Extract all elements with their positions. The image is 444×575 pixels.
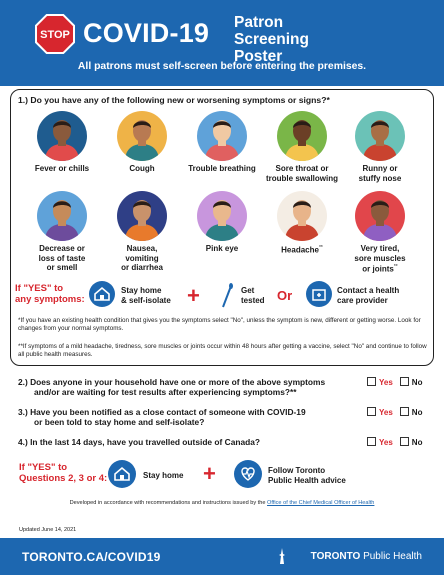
footer-url-link[interactable]: TORONTO.CA/COVID19 — [22, 550, 161, 564]
symptom-label-line: Decrease or — [39, 244, 85, 253]
symptom-label — [180, 164, 264, 174]
sore-throat-person-icon — [277, 111, 327, 161]
symptom-label-line: Nausea, — [126, 244, 158, 253]
symptom-label-line: Runny or — [362, 164, 398, 173]
test-swab-icon — [220, 283, 234, 309]
question-2-no-label: No — [411, 378, 423, 387]
nausea-person-icon — [117, 191, 167, 241]
question-3-line-2: or been told to stay home and self-isolate? — [34, 417, 205, 427]
symptom-1 — [20, 111, 104, 174]
question-2-yes-checkbox[interactable] — [367, 377, 376, 386]
question-3-no-label: No — [411, 408, 423, 417]
symptom-label-line: Headache** — [281, 245, 323, 255]
symptom-10 — [338, 191, 422, 274]
cn-tower-icon — [275, 548, 289, 564]
question-2-answers — [367, 377, 422, 387]
page-subtitle — [234, 14, 354, 65]
question-2-line-2: and/or are waiting for test results after experiencing symptoms?** — [34, 387, 297, 397]
symptom-label — [180, 244, 264, 254]
footnote-existing-condition: *If you have an existing health condition that gives you the symptoms select "No", unless the symptom is new, different or getting worse. Look for changes from your normal symptoms. — [18, 317, 421, 332]
heartbeat-icon — [234, 460, 262, 488]
question-4-no-checkbox[interactable] — [400, 437, 409, 446]
symptom-label-line: Very tired, — [360, 244, 400, 253]
contact-line-1: Contact a health — [337, 286, 400, 295]
get-tested-text — [241, 286, 265, 305]
stay-home-line: Stay home — [121, 286, 162, 295]
question-3 — [18, 407, 306, 427]
symptom-9 — [260, 191, 344, 255]
symptom-label-line: Pink eye — [205, 244, 239, 253]
plus-sign: + — [187, 283, 200, 308]
contact-provider-text — [337, 286, 399, 305]
question-3-no-checkbox[interactable] — [400, 407, 409, 416]
plus-sign-2: + — [203, 461, 216, 486]
footnote-vaccine: **If symptoms of a mild headache, tiredness, sore muscles or joints occur within 48 hours after getting a vaccine, select "No" and continue to follow all public health measures. — [18, 343, 427, 358]
symptom-label — [100, 164, 184, 174]
house-icon — [89, 281, 115, 307]
symptom-label — [260, 164, 344, 183]
question-4-yes-checkbox[interactable] — [367, 437, 376, 446]
if-yes-symptoms-label — [15, 283, 85, 305]
headache-person-icon — [277, 191, 327, 241]
symptom-label-line: loss of taste — [38, 253, 86, 263]
symptom-label-line: or joints** — [362, 264, 398, 274]
question-3-yes-label: Yes — [379, 408, 393, 417]
header-banner — [0, 0, 444, 86]
stay-home-isolate-text — [121, 286, 171, 305]
symptom-label — [20, 164, 104, 174]
question-4 — [18, 437, 260, 447]
symptom-label-line: Trouble breathing — [188, 164, 256, 173]
symptom-label — [260, 244, 344, 255]
symptom-label-line: stuffy nose — [358, 173, 402, 183]
or-text: Or — [277, 288, 293, 303]
question-2-yes-label: Yes — [379, 378, 393, 387]
symptom-4 — [260, 111, 344, 183]
get-line: Get — [241, 286, 255, 295]
subtitle-line-2: Poster — [234, 48, 283, 65]
pink-eye-person-icon — [197, 191, 247, 241]
question-2-no-checkbox[interactable] — [400, 377, 409, 386]
question-1: 1.) Do you have any of the following new or worsening symptoms or signs?* — [18, 95, 330, 105]
question-4-answers — [367, 437, 422, 447]
question-3-answers — [367, 407, 422, 417]
health-provider-icon — [306, 281, 332, 307]
symptom-label-line: vomiting — [125, 253, 159, 263]
breathing-person-icon — [197, 111, 247, 161]
symptom-label — [100, 244, 184, 273]
footer-org-rest: Public Health — [360, 551, 422, 562]
symptom-8 — [180, 191, 264, 254]
symptom-label — [338, 164, 422, 183]
if-yes2-line-2: Questions 2, 3 or 4: — [19, 473, 108, 484]
symptom-label — [20, 244, 104, 273]
self-isolate-line: & self-isolate — [121, 295, 171, 305]
thermometer-person-icon — [37, 111, 87, 161]
question-4-yes-label: Yes — [379, 438, 393, 447]
symptom-label-line: trouble swallowing — [265, 173, 338, 183]
if-yes-line-2: any symptoms: — [15, 294, 85, 305]
question-2 — [18, 377, 325, 397]
coughing-person-icon — [117, 111, 167, 161]
tired-person-icon — [355, 191, 405, 241]
question-3-yes-checkbox[interactable] — [367, 407, 376, 416]
page-title: COVID-19 — [83, 18, 210, 48]
footer-org-bold: TORONTO — [310, 551, 361, 562]
symptom-label-line: Cough — [129, 164, 155, 173]
contact-line-2: care provider — [337, 295, 388, 305]
updated-date: Updated June 14, 2021 — [19, 527, 77, 533]
developed-note — [0, 500, 444, 506]
symptom-2 — [100, 111, 184, 174]
symptom-label-line: or smell — [46, 263, 78, 272]
follow-line-2: Public Health advice — [268, 475, 346, 485]
house-icon-2 — [108, 460, 136, 488]
header-note: All patrons must self-screen before entering the premises. — [77, 61, 367, 72]
if-yes-symptoms-row — [15, 283, 435, 313]
question-3-line-1: 3.) Have you been notified as a close contact of someone with COVID-19 — [18, 407, 306, 417]
question-4-line-1: 4.) In the last 14 days, have you travelled outside of Canada? — [18, 437, 261, 447]
subtitle-line-1: Patron Screening — [234, 14, 309, 48]
if-yes2-line-1: If "YES" to — [19, 462, 68, 473]
if-yes-line-1: If "YES" to — [15, 283, 64, 294]
stop-sign-icon — [34, 13, 76, 55]
symptom-label-line: or diarrhea — [121, 263, 163, 272]
follow-line-1: Follow Toronto — [268, 466, 326, 475]
symptom-3 — [180, 111, 264, 174]
runny-nose-person-icon — [355, 111, 405, 161]
symptom-7 — [100, 191, 184, 273]
symptom-5 — [338, 111, 422, 183]
symptom-label — [338, 244, 422, 274]
question-2-line-1: 2.) Does anyone in your household have one or more of the above symptoms — [18, 377, 326, 387]
symptom-label-line: sore muscles — [354, 253, 406, 263]
stay-home-text: Stay home — [143, 471, 184, 480]
symptom-label-line: Sore throat or — [275, 164, 329, 173]
stop-sign-text: STOP — [40, 29, 70, 41]
taste-loss-person-icon — [37, 191, 87, 241]
symptom-6 — [20, 191, 104, 273]
follow-tph-text — [268, 466, 346, 485]
if-yes-questions-label — [19, 462, 107, 484]
developed-text: Developed in accordance with recommendations and instructions issued by the — [69, 500, 268, 506]
symptom-label-line: Fever or chills — [34, 164, 90, 173]
cmoh-link[interactable]: Office of the Chief Medical Officer of Health — [267, 500, 375, 506]
question-4-no-label: No — [411, 438, 423, 447]
toronto-public-health-logo — [311, 551, 422, 562]
footer-banner — [0, 538, 444, 575]
tested-line: tested — [241, 295, 265, 305]
